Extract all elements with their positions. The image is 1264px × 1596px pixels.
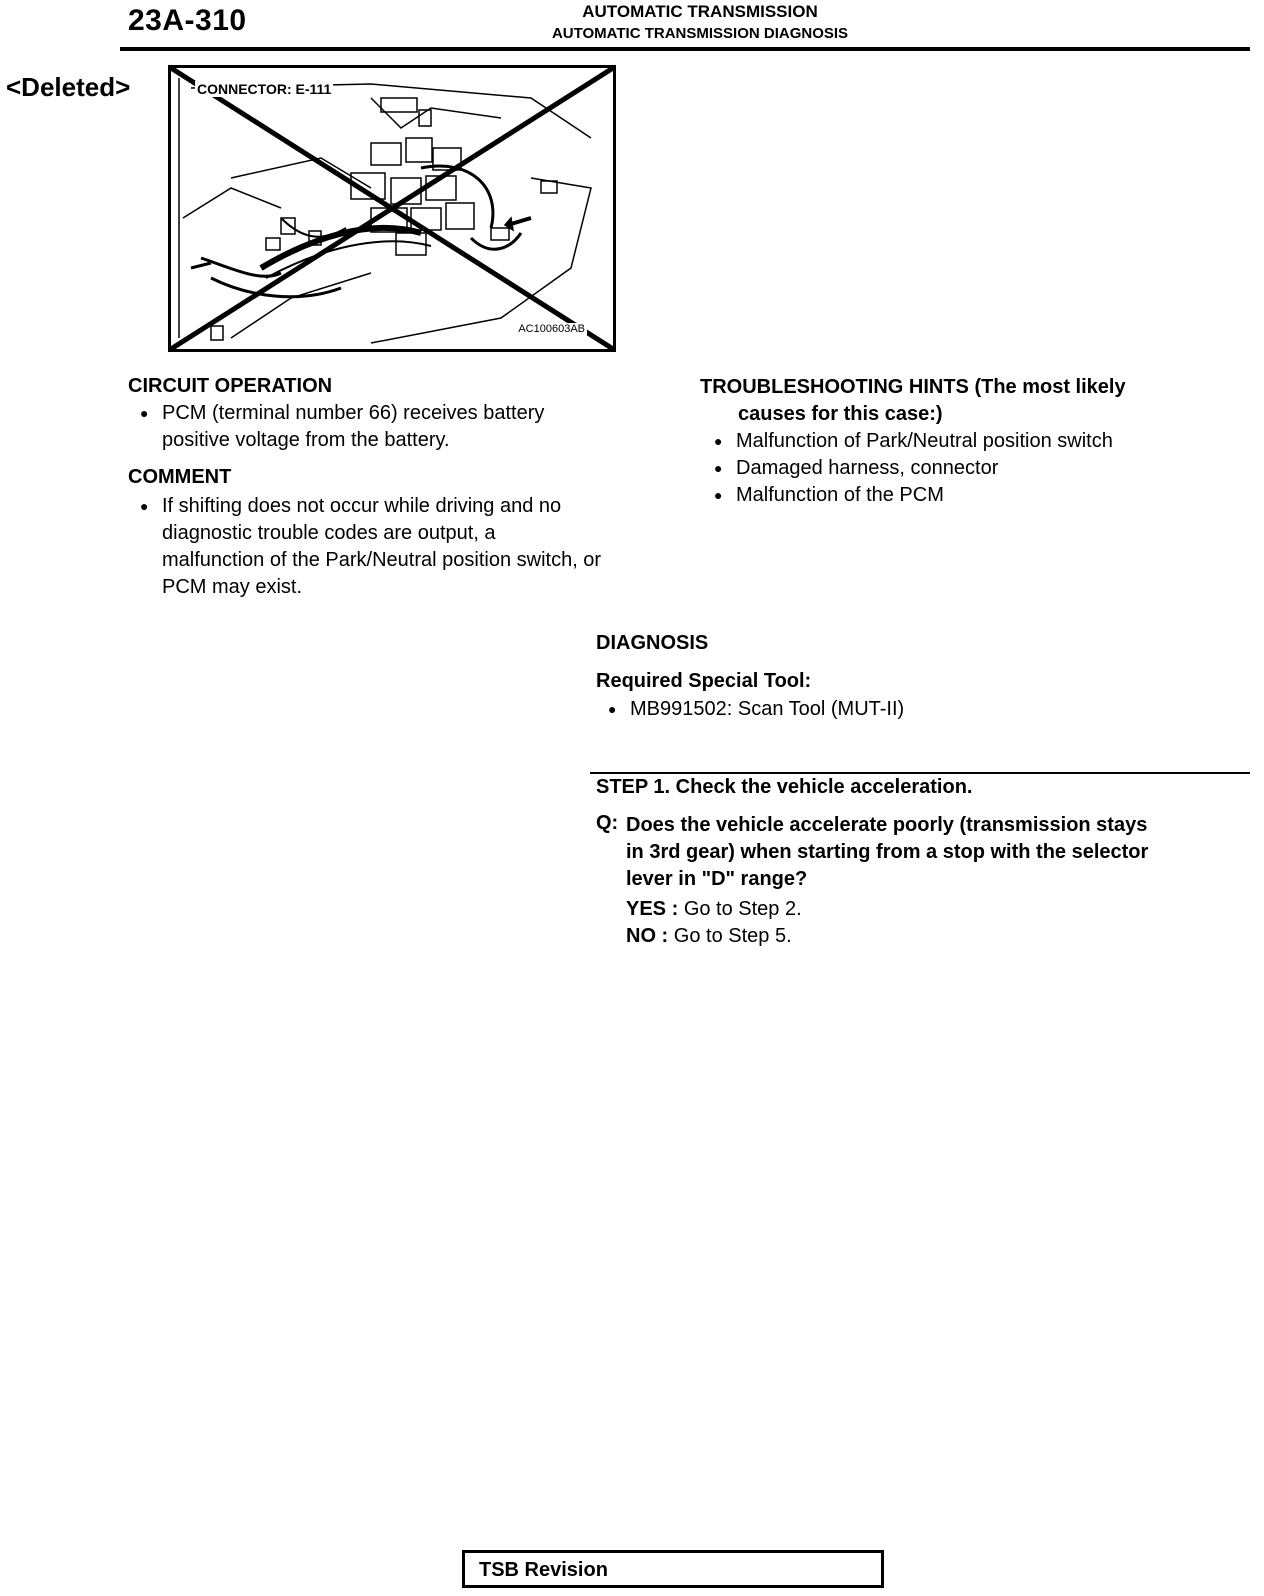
connector-label: CONNECTOR: E-111: [197, 81, 332, 97]
no-text: Go to Step 5.: [673, 925, 792, 947]
troubleshooting-title: TROUBLESHOOTING HINTS (The most likely: [700, 376, 1126, 398]
step-divider: [590, 772, 1250, 774]
connector-figure: [168, 65, 616, 352]
tsb-revision-box: [462, 1550, 884, 1588]
hint-text: Malfunction of Park/Neutral position switch: [736, 430, 1113, 452]
hint-text: Malfunction of the PCM: [736, 484, 944, 506]
deleted-label: <Deleted>: [6, 72, 131, 102]
question-prefix: Q:: [596, 812, 619, 834]
text-line: PCM may exist.: [162, 576, 303, 598]
yes-text: Go to Step 2.: [683, 898, 802, 920]
diagnosis-title: DIAGNOSIS: [596, 632, 709, 654]
header-subtitle: AUTOMATIC TRANSMISSION DIAGNOSIS: [551, 25, 849, 42]
text-line: malfunction of the Park/Neutral position switch, or: [162, 549, 602, 571]
bullet-icon: ●: [608, 701, 617, 717]
tool-text: MB991502: Scan Tool (MUT-II): [630, 698, 905, 720]
troubleshooting-title-cont: causes for this case:): [738, 403, 943, 425]
header-rule: [120, 47, 1250, 51]
page-number: 23A-310: [128, 4, 247, 37]
hint-text: Damaged harness, connector: [736, 457, 999, 479]
required-tool-heading: Required Special Tool:: [596, 670, 812, 692]
text-line: positive voltage from the battery.: [162, 429, 450, 451]
circuit-operation-title: CIRCUIT OPERATION: [128, 375, 333, 397]
bullet-icon: ●: [140, 498, 149, 514]
text-line: PCM (terminal number 66) receives battery: [162, 402, 545, 424]
yes-label: YES :: [626, 898, 679, 920]
header-title: AUTOMATIC TRANSMISSION: [582, 2, 818, 21]
bullet-icon: ●: [714, 433, 723, 449]
comment-title: COMMENT: [128, 466, 232, 488]
step-1-title: STEP 1. Check the vehicle acceleration.: [596, 776, 973, 798]
wiring-harness-illustration: [171, 68, 613, 349]
question-line: Does the vehicle accelerate poorly (transmission stays: [626, 814, 1148, 836]
no-label: NO :: [626, 925, 669, 947]
figure-id: AC100603AB: [518, 323, 585, 335]
bullet-icon: ●: [714, 460, 723, 476]
tool-item: [608, 696, 1108, 723]
text-line: If shifting does not occur while driving and no: [162, 495, 562, 517]
yes-answer: [626, 896, 802, 923]
no-answer: [626, 923, 792, 950]
bullet-icon: ●: [140, 405, 149, 421]
question-line: in 3rd gear) when starting from a stop with the selector: [626, 841, 1149, 863]
question-line: lever in "D" range?: [626, 868, 808, 890]
tsb-revision-label: TSB Revision: [479, 1559, 608, 1581]
bullet-icon: ●: [714, 487, 723, 503]
text-line: diagnostic trouble codes are output, a: [162, 522, 496, 544]
question-text: [626, 812, 1148, 893]
